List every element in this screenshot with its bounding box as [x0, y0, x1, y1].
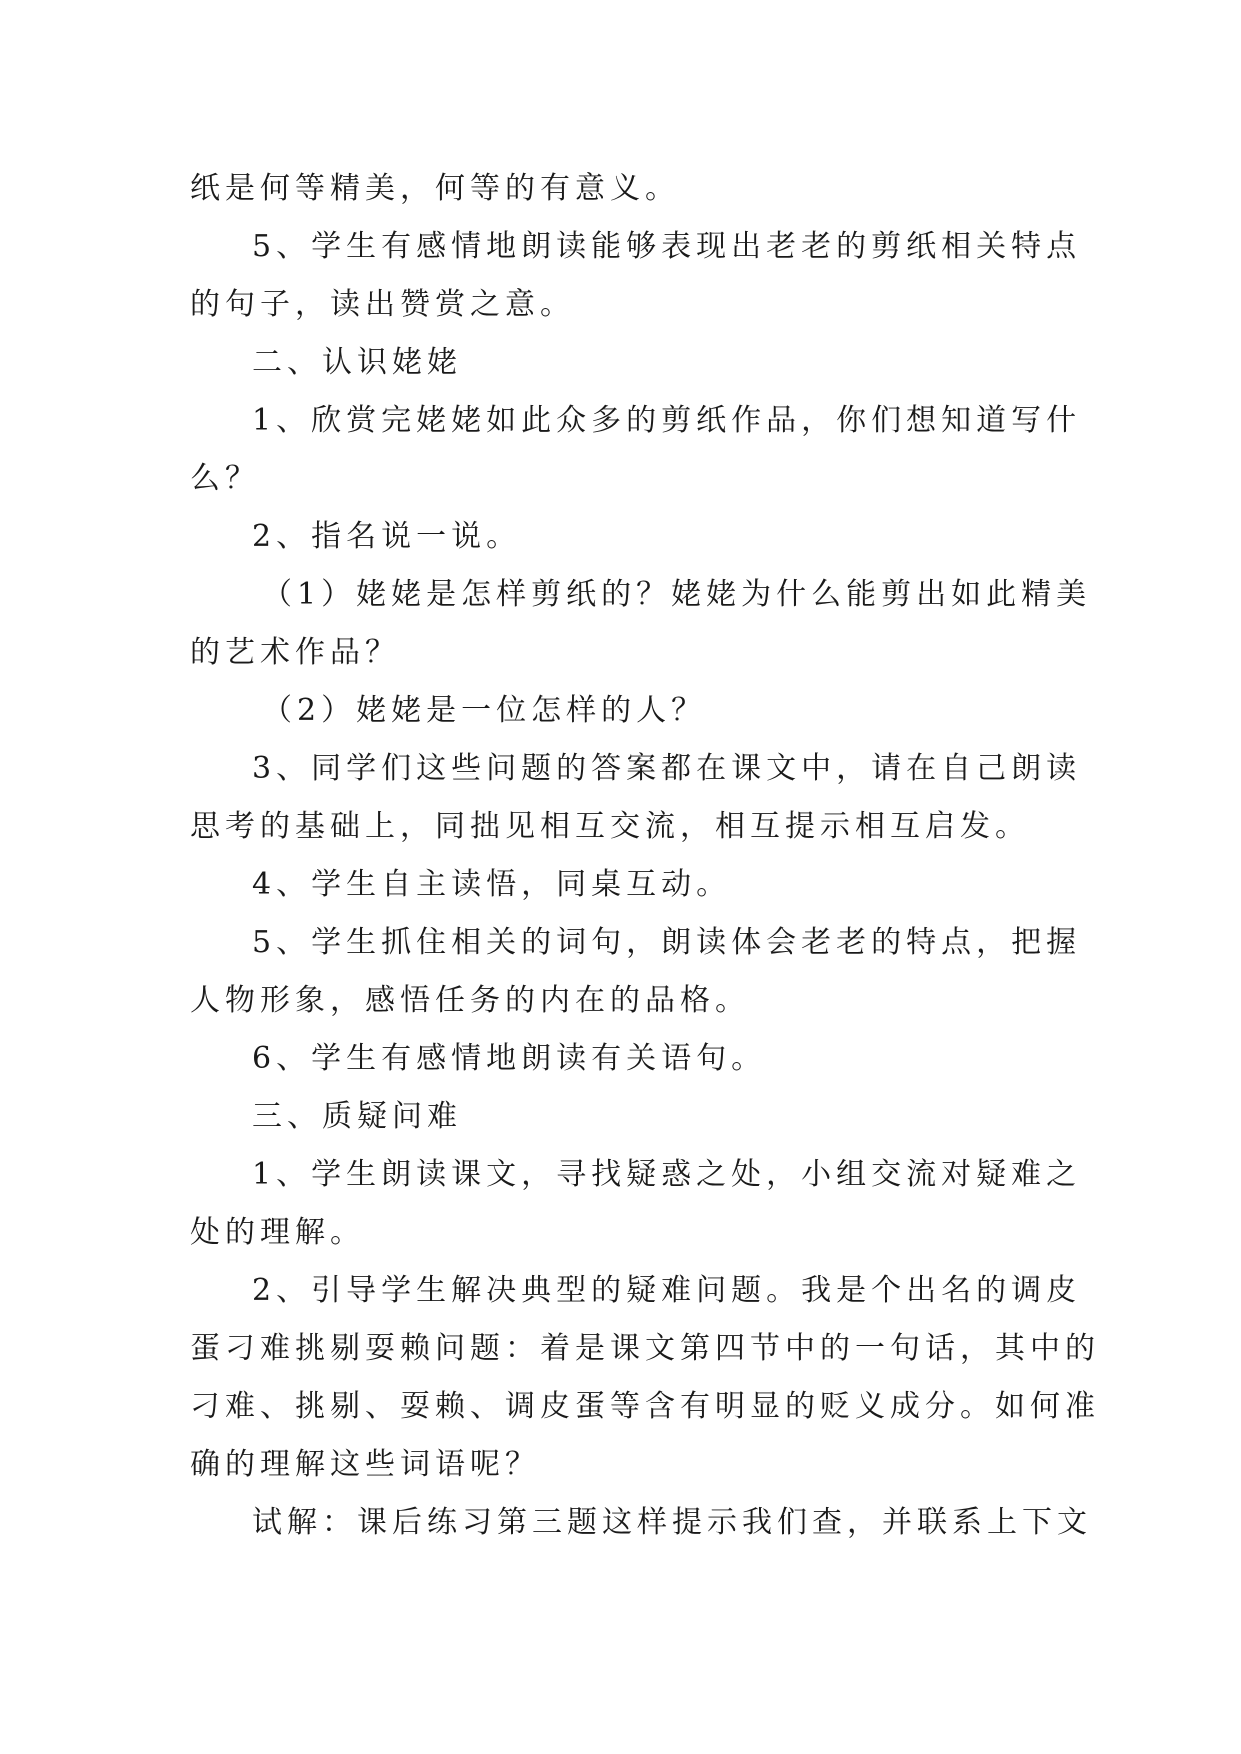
text-line: 处的理解。 [190, 1215, 365, 1250]
body-text [190, 160, 1100, 1552]
text-line: 纸是何等精美，何等的有意义。 [190, 171, 680, 206]
text-line: 蛋刁难挑剔耍赖问题：着是课文第四节中的一句话，其中的 [190, 1331, 1100, 1366]
text-line: （1）姥姥是怎样剪纸的？姥姥为什么能剪出如此精美 [262, 577, 1092, 612]
text-line: （2）姥姥是一位怎样的人？ [262, 693, 707, 728]
text-line: 刁难、挑剔、耍赖、调皮蛋等含有明显的贬义成分。如何准 [190, 1389, 1100, 1424]
text-line: 试解：课后练习第三题这样提示我们查，并联系上下文 [252, 1505, 1092, 1540]
section-heading: 二、认识姥姥 [252, 345, 462, 380]
text-line: 么？ [190, 461, 260, 496]
text-line: 确的理解这些词语呢？ [190, 1447, 540, 1482]
text-line: 思考的基础上，同拙见相互交流，相互提示相互启发。 [190, 809, 1030, 844]
text-line: 1、学生朗读课文，寻找疑惑之处，小组交流对疑难之 [252, 1157, 1082, 1192]
text-line: 3、同学们这些问题的答案都在课文中，请在自己朗读 [252, 751, 1082, 786]
text-line: 1、欣赏完姥姥如此众多的剪纸作品，你们想知道写什 [252, 403, 1082, 438]
section-heading: 三、质疑问难 [252, 1099, 462, 1134]
text-line: 的句子，读出赞赏之意。 [190, 287, 575, 322]
text-line: 2、指名说一说。 [252, 519, 522, 554]
text-line: 6、学生有感情地朗读有关语句。 [252, 1041, 767, 1076]
text-line: 的艺术作品？ [190, 635, 400, 670]
text-line: 人物形象，感悟任务的内在的品格。 [190, 983, 750, 1018]
text-line: 2、引导学生解决典型的疑难问题。我是个出名的调皮 [252, 1273, 1082, 1308]
text-line: 5、学生抓住相关的词句，朗读体会老老的特点，把握 [252, 925, 1082, 960]
text-line: 4、学生自主读悟，同桌互动。 [252, 867, 732, 902]
text-line: 5、学生有感情地朗读能够表现出老老的剪纸相关特点 [252, 229, 1082, 264]
